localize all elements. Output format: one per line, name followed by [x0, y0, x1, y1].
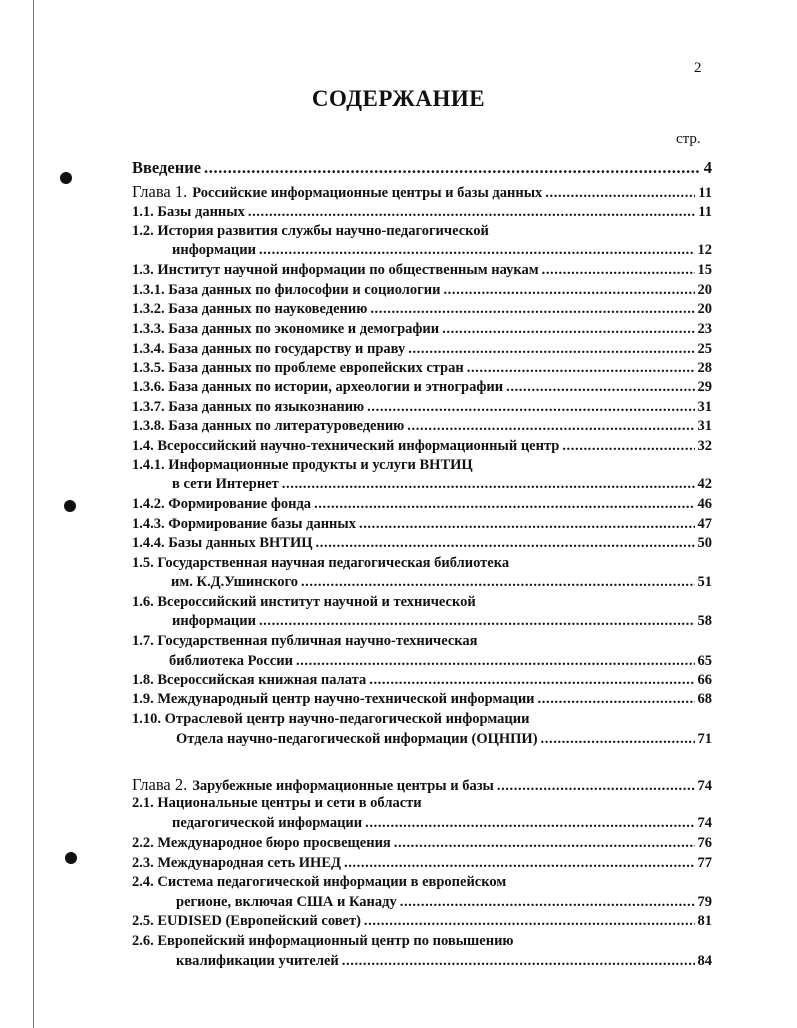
toc-entry-title: информации [172, 242, 256, 258]
toc-entry-page: 12 [697, 242, 712, 258]
dot-leader [506, 379, 694, 396]
dot-leader [314, 496, 694, 513]
toc-entry-title: 2.6. Европейский информационный центр по повышению [132, 933, 514, 949]
toc-entry-page: 50 [697, 535, 712, 551]
toc-entry-title: библиотека России [169, 653, 293, 669]
dot-leader [442, 321, 694, 338]
toc-entry [132, 835, 712, 852]
toc-entry-page: 77 [697, 855, 712, 871]
toc-entry-title: 1.3.7. База данных по языкознанию [132, 399, 365, 415]
toc-entry [172, 242, 712, 259]
toc-entry [132, 535, 712, 552]
toc-entry [132, 855, 712, 872]
toc-entry [132, 496, 712, 513]
toc-entry [171, 574, 712, 591]
toc-entry [172, 815, 712, 832]
chapter-prefix: Глава 2. [132, 775, 188, 794]
toc-entry [169, 653, 712, 670]
toc-entry [132, 633, 478, 650]
page-column-label: стр. [676, 131, 701, 147]
toc-entry [132, 711, 530, 728]
toc-entry [132, 516, 712, 533]
toc-entry-title: 1.6. Всероссийский институт научной и технической [132, 594, 476, 610]
toc-entry-title: 1.3.1. База данных по философии и социологии [132, 282, 441, 298]
toc-entry-title: 1.2. История развития службы научно-педагогической [132, 223, 489, 239]
toc-entry-page: 11 [698, 185, 712, 201]
dot-leader [545, 185, 695, 202]
toc-entry-title: 1.3.3. База данных по экономике и демографии [132, 321, 440, 337]
toc-entry [176, 731, 712, 748]
dot-leader [370, 301, 694, 318]
toc-entry-title: Введение [132, 158, 202, 177]
toc-entry-title: Российские информационные центры и базы данных [192, 185, 543, 201]
toc-entry [132, 182, 712, 202]
toc-entry [132, 360, 712, 377]
toc-entry [132, 555, 509, 572]
dot-leader [301, 574, 695, 591]
chapter-prefix: Глава 1. [132, 182, 188, 201]
toc-entry-page: 84 [697, 953, 712, 969]
toc-entry-title: 1.3.4. База данных по государству и праву [132, 341, 406, 357]
toc-entry-title: квалификации учителей [176, 953, 339, 969]
toc-entry-title: 1.3.2. База данных по науковедению [132, 301, 368, 317]
dot-leader [204, 158, 701, 178]
toc-entry-page: 46 [697, 496, 712, 512]
toc-entry-title: 1.7. Государственная публичная научно-техническая [132, 633, 478, 649]
dot-leader [248, 204, 695, 221]
toc-entry [132, 262, 712, 279]
toc-entry [132, 204, 712, 221]
toc-entry [132, 223, 489, 240]
toc-entry-title: 1.9. Международный центр научно-технической информации [132, 691, 535, 707]
toc-entry [132, 301, 712, 318]
toc-entry-page: 31 [697, 399, 712, 415]
toc-entry-page: 81 [697, 913, 712, 929]
toc-entry-title: педагогической информации [172, 815, 363, 831]
toc-entry [132, 933, 514, 950]
toc-entry-page: 66 [697, 672, 712, 688]
toc-entry [132, 158, 712, 178]
dot-leader [282, 476, 695, 493]
toc-entry [132, 913, 712, 930]
dot-leader [342, 953, 695, 970]
toc-entry [132, 691, 712, 708]
dot-leader [259, 613, 695, 630]
toc-entry-title: регионе, включая США и Канаду [176, 894, 397, 910]
toc-entry-title: им. К.Д.Ушинского [171, 574, 298, 590]
toc-entry-title: 1.4. Всероссийский научно-технический информационный центр [132, 438, 560, 454]
toc-entry-title: 2.2. Международное бюро просвещения [132, 835, 391, 851]
toc-entry [132, 795, 422, 812]
toc-entry-page: 4 [703, 158, 712, 177]
dot-leader [497, 778, 695, 795]
dot-leader [359, 516, 695, 533]
toc-entry-page: 20 [697, 282, 712, 298]
toc-entry-title: 1.3.8. База данных по литературоведению [132, 418, 405, 434]
toc-entry [132, 594, 476, 611]
toc-entry-title: 1.5. Государственная научная педагогическая библиотека [132, 555, 510, 571]
dot-leader [467, 360, 695, 377]
toc-entry-title: 1.4.1. Информационные продукты и услуги ВНТИЦ [132, 457, 473, 473]
toc-entry [132, 438, 712, 455]
toc-entry-page: 25 [697, 341, 712, 357]
toc-entry [132, 457, 473, 474]
toc-entry-title: 1.10. Отраслевой центр научно-педагогической информации [132, 711, 530, 727]
dot-leader [365, 815, 694, 832]
toc-entry [172, 476, 712, 493]
dot-leader [562, 438, 694, 455]
toc-entry-page: 74 [697, 815, 712, 831]
dot-leader [259, 242, 695, 259]
dot-leader [367, 399, 694, 416]
toc-entry-title: в сети Интернет [172, 476, 279, 492]
toc-entry-page: 28 [697, 360, 712, 376]
toc-entry-page: 47 [697, 516, 712, 532]
toc-entry [132, 379, 712, 396]
dot-leader [400, 894, 695, 911]
toc-entry-page: 11 [698, 204, 712, 220]
dot-leader [364, 913, 695, 930]
toc-entry-page: 58 [697, 613, 712, 629]
toc-entry-title: 2.3. Международная сеть ИНЕД [132, 855, 341, 871]
dot-leader [394, 835, 695, 852]
page-number: 2 [694, 60, 702, 76]
toc-entry [132, 874, 506, 891]
toc-entry-title: 1.4.2. Формирование фонда [132, 496, 312, 512]
toc-entry-title: 1.4.3. Формирование базы данных [132, 516, 356, 532]
toc-entry-title: 2.4. Система педагогической информации в европейском [132, 874, 507, 890]
toc-entry-page: 71 [697, 731, 712, 747]
dot-leader [408, 341, 694, 358]
toc-entry-title: 2.1. Национальные центры и сети в области [132, 795, 422, 811]
toc-entry-title: информации [172, 613, 256, 629]
dot-leader [316, 535, 695, 552]
toc-entry-page: 29 [697, 379, 712, 395]
toc-entry-title: 1.8. Всероссийская книжная палата [132, 672, 367, 688]
dot-leader [369, 672, 694, 689]
dot-leader [538, 691, 695, 708]
toc-entry-page: 20 [697, 301, 712, 317]
toc-entry-page: 74 [697, 778, 712, 794]
toc-entry-title: 1.1. Базы данных [132, 204, 245, 220]
toc-entry [176, 953, 712, 970]
toc-entry-page: 32 [697, 438, 712, 454]
toc-entry-title: 1.3. Институт научной информации по общественным наукам [132, 262, 539, 278]
toc-entry [132, 321, 712, 338]
toc-entry [132, 775, 712, 795]
toc-entry-page: 31 [697, 418, 712, 434]
dot-leader [541, 731, 695, 748]
toc-entry-page: 51 [697, 574, 712, 590]
toc-entry-page: 76 [697, 835, 712, 851]
dot-leader [542, 262, 695, 279]
toc-entry [132, 418, 712, 435]
dot-leader [407, 418, 694, 435]
toc-entry-page: 15 [697, 262, 712, 278]
toc-entry [172, 613, 712, 630]
toc-entry-page: 23 [697, 321, 712, 337]
toc-entry [132, 399, 712, 416]
toc-entry-title: Отдела научно-педагогической информации (ОЦНПИ) [176, 731, 538, 747]
toc-entry [132, 341, 712, 358]
toc-entry [176, 894, 712, 911]
toc-entry-title: 1.3.5. База данных по проблеме европейских стран [132, 360, 464, 376]
toc-entry-title: 2.5. EUDISED (Европейский совет) [132, 913, 361, 929]
toc-entry-page: 79 [697, 894, 712, 910]
dot-leader [443, 282, 694, 299]
toc-entry-page: 68 [697, 691, 712, 707]
toc-entry-page: 65 [697, 653, 712, 669]
page-title: СОДЕРЖАНИЕ [311, 86, 486, 111]
toc-entry-title: 1.3.6. База данных по истории, археологии и этнографии [132, 379, 504, 395]
dot-leader [344, 855, 695, 872]
toc-entry-title: Зарубежные информационные центры и базы [192, 778, 494, 794]
toc-entry-title: 1.4.4. Базы данных ВНТИЦ [132, 535, 313, 551]
dot-leader [296, 653, 695, 670]
toc-entry [132, 282, 712, 299]
toc-entry-page: 42 [697, 476, 712, 492]
toc-entry [132, 672, 712, 689]
